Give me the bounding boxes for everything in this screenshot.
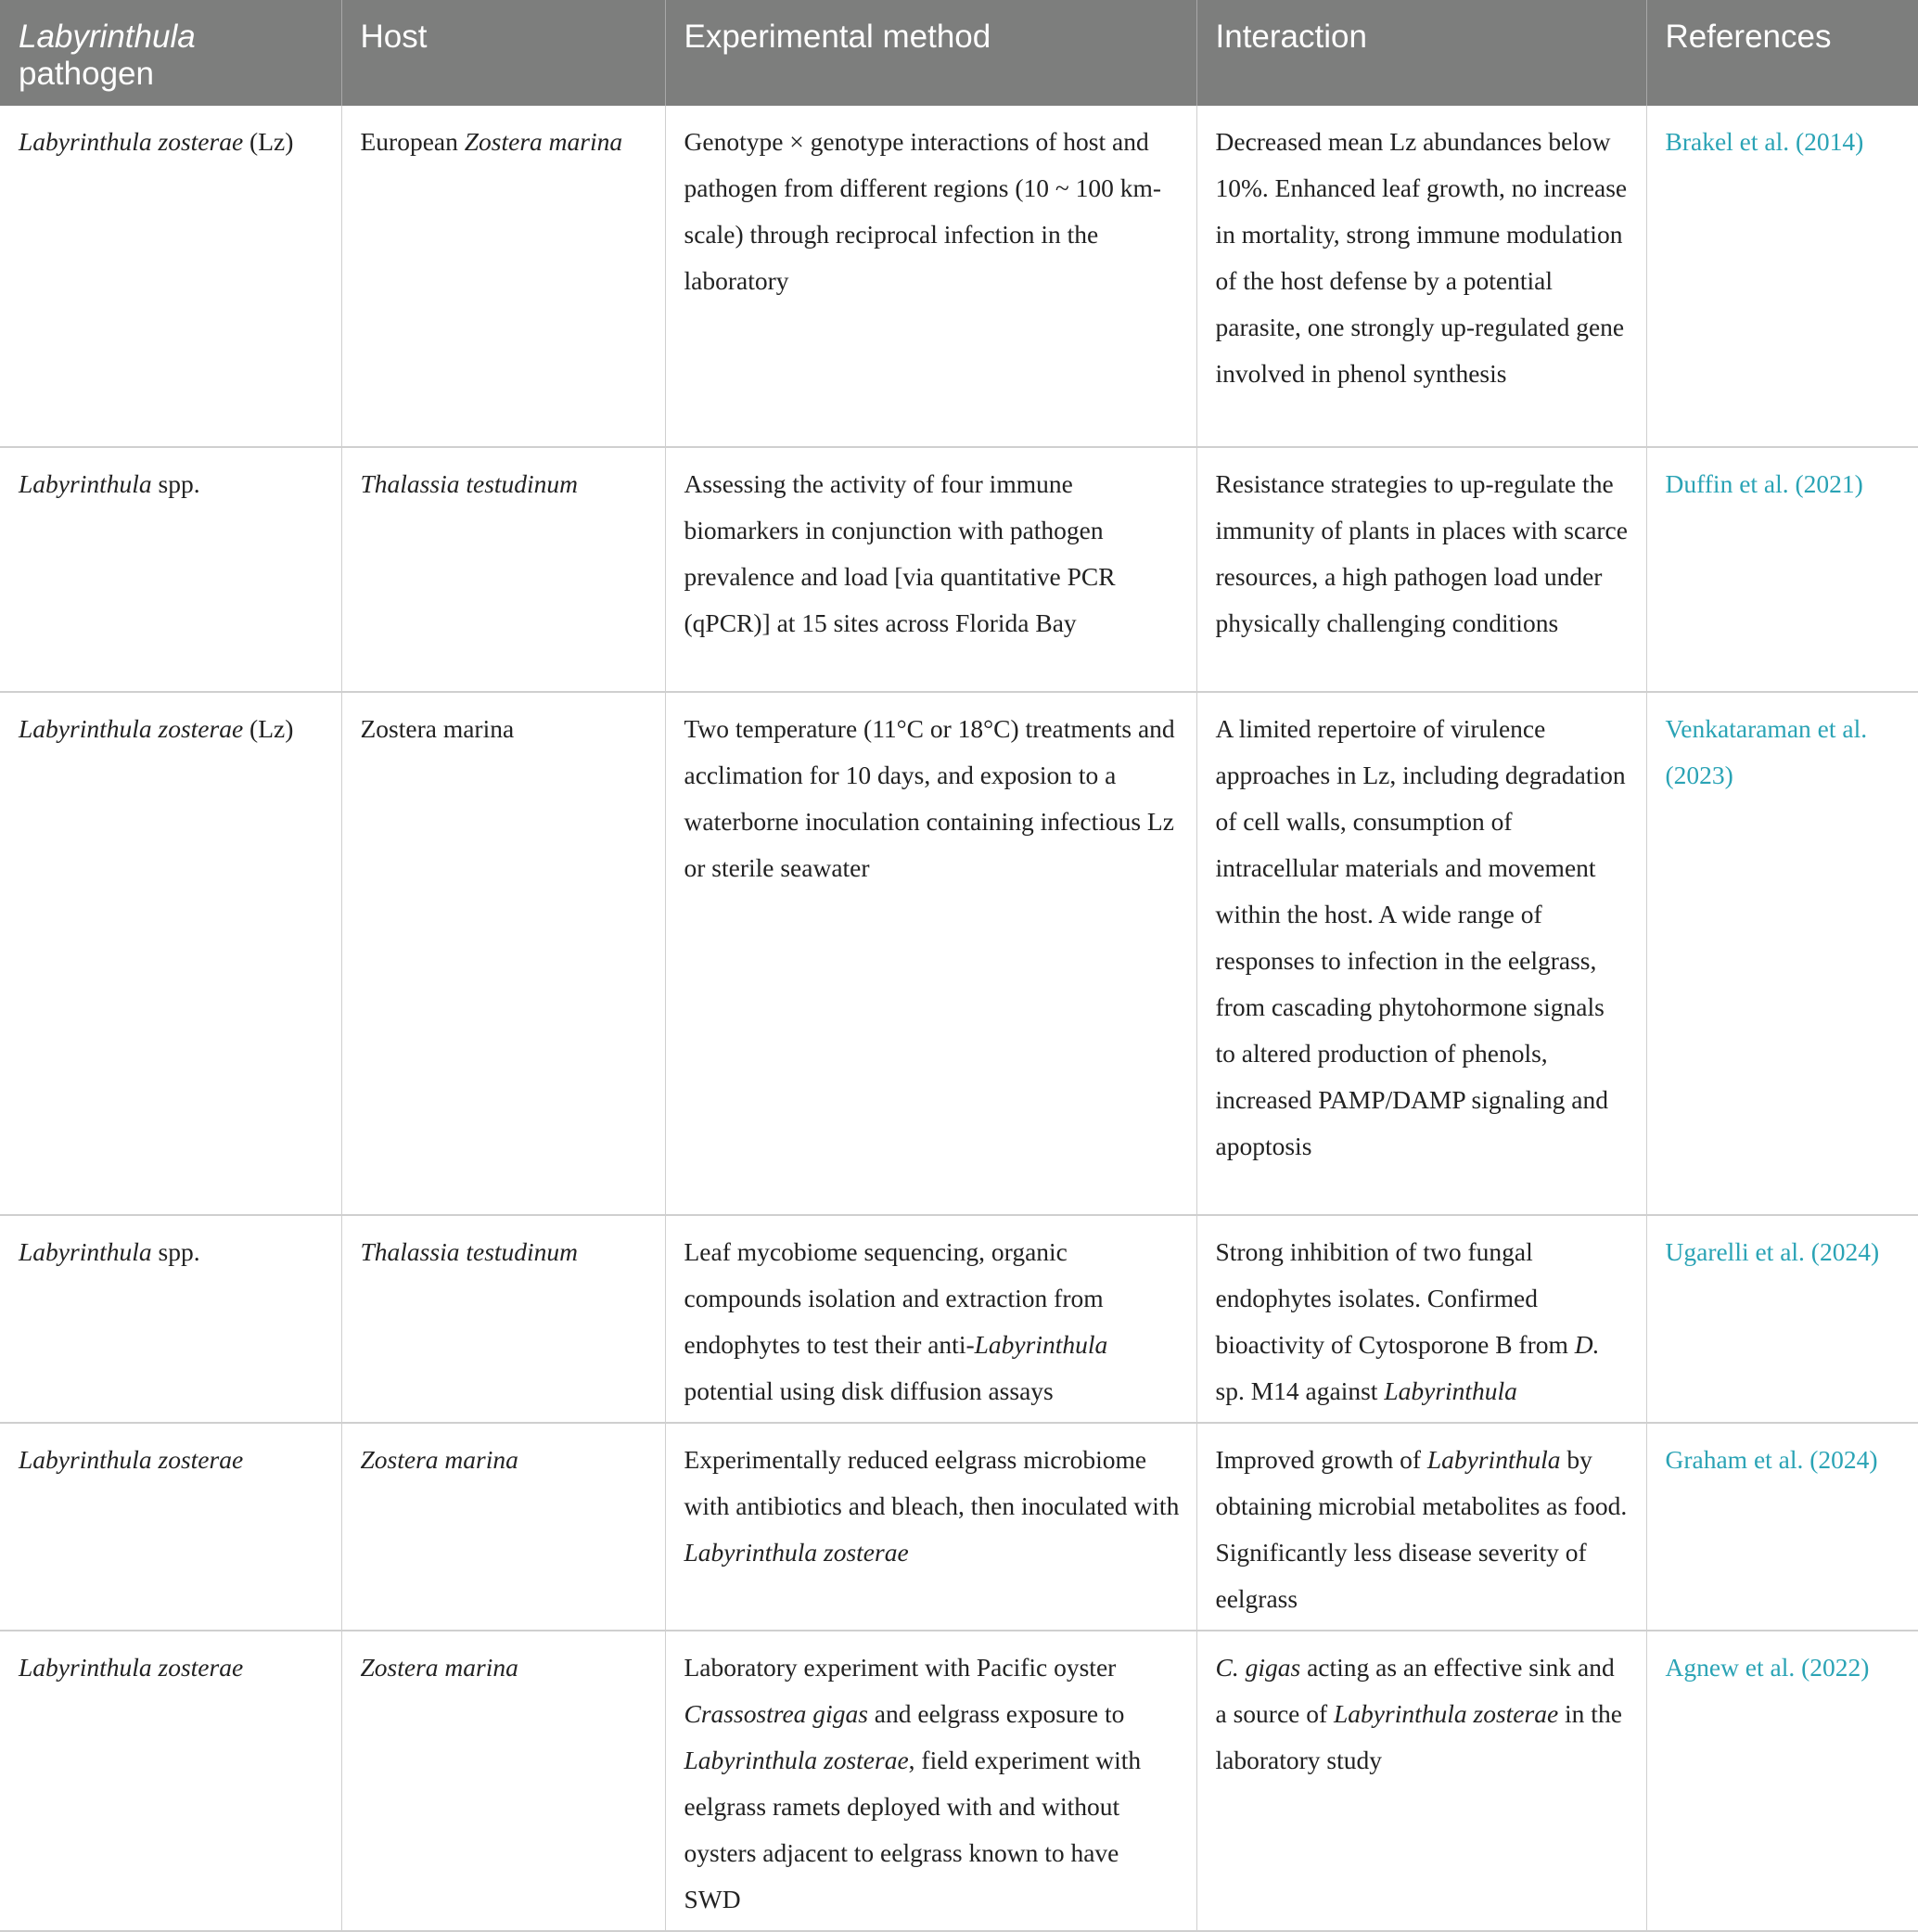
table-row bbox=[0, 1215, 1918, 1423]
table-row bbox=[0, 692, 1918, 1215]
method-italic-text: Labyrinthula bbox=[974, 1330, 1108, 1359]
host-name: Thalassia testudinum bbox=[360, 469, 579, 498]
cell-reference bbox=[1646, 447, 1918, 692]
cell-pathogen bbox=[0, 106, 341, 447]
pathogen-suffix: (Lz) bbox=[243, 714, 294, 743]
method-text: Genotype × genotype interactions of host and pathogen from different regions (10 ~ 100 km-scale) through reciprocal infection in the laboratory bbox=[684, 127, 1162, 295]
reference-link[interactable]: Venkataraman et al. (2023) bbox=[1665, 714, 1868, 789]
cell-method bbox=[665, 1423, 1196, 1631]
header-interaction: Interaction bbox=[1196, 0, 1646, 106]
cell-pathogen bbox=[0, 447, 341, 692]
cell-method bbox=[665, 106, 1196, 447]
header-pathogen bbox=[0, 0, 341, 106]
interaction-text: Strong inhibition of two fungal endophytes isolates. Confirmed bioactivity of Cytosporone B from bbox=[1215, 1237, 1575, 1359]
cell-host bbox=[341, 106, 665, 447]
interaction-text: Resistance strategies to up-regulate the immunity of plants in places with scarce resources, a high pathogen load under physically challenging conditions bbox=[1215, 469, 1628, 637]
cell-interaction bbox=[1196, 1631, 1646, 1931]
method-text: Assessing the activity of four immune biomarkers in conjunction with pathogen prevalence and load [via quantitative PCR (qPCR)] at 15 sites across Florida Bay bbox=[684, 469, 1116, 637]
pathogen-name: Labyrinthula bbox=[19, 1237, 152, 1266]
interaction-text-2: by obtaining microbial metabolites as food. Significantly less disease severity of eelgrass bbox=[1215, 1445, 1628, 1613]
host-name: Zostera marina bbox=[464, 127, 623, 156]
method-text-3: , field experiment with eelgrass ramets deployed with and without oysters adjacent to eelgrass known to have SWD bbox=[684, 1746, 1142, 1913]
pathogen-name: Labyrinthula zosterae bbox=[19, 127, 244, 156]
header-method: Experimental method bbox=[665, 0, 1196, 106]
cell-method bbox=[665, 447, 1196, 692]
method-text: Leaf mycobiome sequencing, organic compounds isolation and extraction from endophytes to test their anti- bbox=[684, 1237, 1104, 1359]
interaction-text-2: in the laboratory study bbox=[1215, 1699, 1622, 1774]
table-body bbox=[0, 106, 1918, 1931]
cell-host bbox=[341, 1423, 665, 1631]
method-italic-text: Labyrinthula zosterae bbox=[684, 1538, 909, 1567]
cell-pathogen bbox=[0, 1215, 341, 1423]
cell-host bbox=[341, 447, 665, 692]
interaction-italic-text-2: Labyrinthula bbox=[1384, 1376, 1517, 1405]
pathogen-suffix: spp. bbox=[151, 1237, 200, 1266]
interaction-text: Improved growth of bbox=[1215, 1445, 1427, 1474]
host-name: Zostera marina bbox=[360, 1653, 518, 1682]
cell-reference bbox=[1646, 1423, 1918, 1631]
table-header bbox=[0, 0, 1918, 106]
header-host: Host bbox=[341, 0, 665, 106]
pathogen-name: Labyrinthula zosterae bbox=[19, 1445, 244, 1474]
cell-reference bbox=[1646, 1215, 1918, 1423]
interaction-italic-text: Labyrinthula bbox=[1426, 1445, 1561, 1474]
cell-host bbox=[341, 1215, 665, 1423]
cell-pathogen bbox=[0, 1423, 341, 1631]
cell-method bbox=[665, 1631, 1196, 1931]
cell-reference bbox=[1646, 692, 1918, 1215]
method-text: Experimentally reduced eelgrass microbiome with antibiotics and bleach, then inoculated with bbox=[684, 1445, 1180, 1520]
pathogen-name: Labyrinthula zosterae bbox=[19, 1653, 244, 1682]
header-pathogen-rest: pathogen bbox=[19, 56, 154, 92]
interaction-text-2: sp. M14 against bbox=[1215, 1376, 1385, 1405]
method-text-2: and eelgrass exposure to bbox=[867, 1699, 1125, 1728]
method-text: Two temperature (11°C or 18°C) treatments and acclimation for 10 days, and exposion to a waterborne inoculation containing infectious Lz or sterile seawater bbox=[684, 714, 1175, 882]
cell-method bbox=[665, 1215, 1196, 1423]
host-name: Zostera marina bbox=[360, 1445, 518, 1474]
cell-interaction bbox=[1196, 692, 1646, 1215]
cell-reference bbox=[1646, 106, 1918, 447]
method-italic-text: Crassostrea gigas bbox=[684, 1699, 868, 1728]
pathogen-name: Labyrinthula bbox=[19, 469, 152, 498]
interaction-text: A limited repertoire of virulence approaches in Lz, including degradation of cell walls, consumption of intracellular materials and movement within the host. A wide range of responses to infection in the eelgrass, from cascading phytohormone signals to altered production of phenols, increased PAMP/DAMP signaling and apoptosis bbox=[1215, 714, 1626, 1160]
cell-interaction bbox=[1196, 1423, 1646, 1631]
reference-link[interactable]: Agnew et al. (2022) bbox=[1665, 1653, 1870, 1682]
cell-pathogen bbox=[0, 692, 341, 1215]
reference-link[interactable]: Duffin et al. (2021) bbox=[1665, 469, 1863, 498]
host-name: Zostera marina bbox=[360, 714, 515, 743]
interaction-text: acting as an effective sink and a source of bbox=[1215, 1653, 1615, 1728]
table-row bbox=[0, 1423, 1918, 1631]
header-pathogen-italic: Labyrinthula bbox=[19, 19, 196, 55]
cell-interaction bbox=[1196, 447, 1646, 692]
host-name: Thalassia testudinum bbox=[360, 1237, 579, 1266]
pathogen-suffix: spp. bbox=[151, 469, 200, 498]
cell-host bbox=[341, 1631, 665, 1931]
pathogen-name: Labyrinthula zosterae bbox=[19, 714, 244, 743]
method-text: Laboratory experiment with Pacific oyster bbox=[684, 1653, 1117, 1682]
reference-link[interactable]: Graham et al. (2024) bbox=[1665, 1445, 1878, 1474]
interaction-italic-text: C. gigas bbox=[1215, 1653, 1301, 1682]
cell-reference bbox=[1646, 1631, 1918, 1931]
pathogen-suffix: (Lz) bbox=[243, 127, 294, 156]
interaction-italic-text: D. bbox=[1574, 1330, 1600, 1359]
host-prefix: European bbox=[360, 127, 465, 156]
cell-pathogen bbox=[0, 1631, 341, 1931]
cell-interaction bbox=[1196, 106, 1646, 447]
header-row bbox=[0, 0, 1918, 106]
reference-link[interactable]: Ugarelli et al. (2024) bbox=[1665, 1237, 1880, 1266]
reference-link[interactable]: Brakel et al. (2014) bbox=[1665, 127, 1864, 156]
method-text-2: potential using disk diffusion assays bbox=[684, 1376, 1054, 1405]
table-row bbox=[0, 1631, 1918, 1931]
interaction-text: Decreased mean Lz abundances below 10%. Enhanced leaf growth, no increase in mortality, strong immune modulation of the host defense by a potential parasite, one strongly up-regulated gene involved in phenol synthesis bbox=[1215, 127, 1628, 388]
cell-method bbox=[665, 692, 1196, 1215]
interaction-italic-text-2: Labyrinthula zosterae bbox=[1334, 1699, 1559, 1728]
header-references: References bbox=[1646, 0, 1918, 106]
cell-host bbox=[341, 692, 665, 1215]
table-row bbox=[0, 106, 1918, 447]
table-row bbox=[0, 447, 1918, 692]
method-italic-text-2: Labyrinthula zosterae bbox=[684, 1746, 909, 1774]
cell-interaction bbox=[1196, 1215, 1646, 1423]
